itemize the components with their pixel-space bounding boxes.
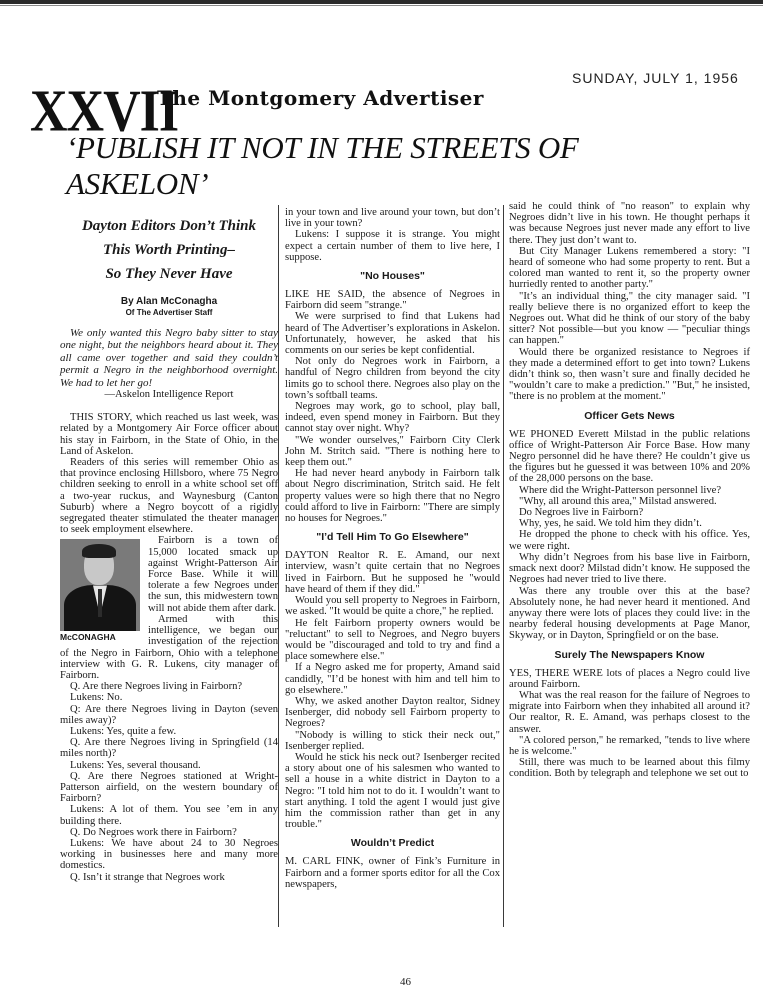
photo-caption: McCONAGHA bbox=[60, 632, 116, 643]
top-rule bbox=[0, 0, 763, 4]
subhead-no-houses: "No Houses" bbox=[360, 270, 425, 283]
paragraph: "A colored person," he remarked, "tends to live where he is welcome." bbox=[509, 734, 750, 757]
dateline: SUNDAY, JULY 1, 1956 bbox=[572, 70, 739, 86]
paragraph: "It’s an individual thing," the city manager said. "I really believe there is no organized effort to keep the Negroes out. What did he think of our story of the baby sitter? Not possible—but you know — "peculiar things can happen." bbox=[509, 290, 750, 347]
section-lead: YES, THERE WERE lots of places a Negro could live around Fairborn. bbox=[509, 667, 750, 690]
paragraph: Q. Are there Negroes living in Fairborn? bbox=[70, 681, 243, 693]
top-rule-thin bbox=[0, 5, 763, 6]
paragraph: said he could think of "no reason" to explain why Negroes didn’t live in his town. He thought perhaps it was because Negroes just never made any effort to live there. They just don’t want to. bbox=[509, 201, 750, 246]
paragraph: "Why, all around this area," Milstad answered. bbox=[519, 495, 717, 507]
paragraph: Negroes may work, go to school, play ball, indeed, even spend money in Fairborn. But they cannot stay over night. Why? bbox=[285, 401, 500, 435]
sidebar-title-line: So They Never Have bbox=[105, 266, 233, 282]
lead-paragraph: THIS STORY, which reached us last week, was related by a Montgomery Air Force officer about his stay in Fairborn, in the State of Ohio, in the Land of Askelon. bbox=[60, 412, 278, 457]
paragraph: What was the real reason for the failure of Negroes to migrate into Fairborn when they inhabited all around it? Our realtor, R. E. Amand, was perhaps closest to the answer. bbox=[509, 689, 750, 735]
paragraph: Lukens: Yes, quite a few. bbox=[70, 725, 177, 737]
section-lead: M. CARL FINK, owner of Fink’s Furniture in Fairborn and a former sports editor for all the Cox newspapers, bbox=[285, 856, 500, 890]
paragraph: Q. Are there Negroes living in Springfield (14 miles north)? bbox=[60, 737, 278, 760]
author-photo bbox=[60, 539, 142, 643]
byline: By Alan McConagha bbox=[120, 296, 218, 307]
paragraph: Lukens: Yes, several thousand. bbox=[70, 759, 201, 771]
paragraph: Q: Are there Negroes living in Dayton (seven miles away)? bbox=[60, 703, 278, 726]
column-2 bbox=[285, 207, 500, 890]
paragraph: Fairborn is a town of 15,000 located smack up against Wright-Patterson Air Force Base. While it will tolerate a few Negroes under the sun, this midwestern town will not abide them after dark. bbox=[148, 535, 278, 614]
section-lead: LIKE HE SAID, the absence of Negroes in Fairborn did seem "strange." bbox=[285, 289, 500, 312]
sidebar-title-line: This Worth Printing– bbox=[103, 242, 235, 258]
subhead-tell-him: "I’d Tell Him To Go Elsewhere" bbox=[316, 531, 469, 544]
paragraph: Readers of this series will remember Ohio as that province enclosing Hillsboro, where 75 Negro children seeking to enroll in a white school set off a two-year ruckus, and Waynesburg (Canton Suburb) where a Negro boycott of a rigidly segregated theater stimulated the theater manager to seek employment elsewhere. bbox=[60, 457, 278, 536]
headline: ‘PUBLISH IT NOT IN THE STREETS OF ASKELON’ bbox=[66, 130, 579, 201]
paragraph: He felt Fairborn property owners would be "reluctant" to sell to Negroes, and Negro buyers would be "discouraged and told to try and find a place somewhere else." bbox=[285, 617, 500, 663]
paragraph: If a Negro asked me for property, Amand said candidly, "I’d be honest with him and tell him to go elsewhere." bbox=[285, 662, 500, 696]
column-3 bbox=[509, 201, 750, 780]
newspaper-masthead: The Montgomery Advertiser bbox=[157, 86, 484, 110]
intro-attribution: —Askelon Intelligence Report bbox=[104, 389, 234, 401]
paragraph: Not only do Negroes work in Fairborn, a handful of Negro children from beyond the city limits go to school there. Negroes also play on the town’s softball teams. bbox=[285, 356, 500, 401]
byline-staff: Of The Advertiser Staff bbox=[125, 308, 213, 317]
subhead-wouldnt-predict: Wouldn’t Predict bbox=[350, 837, 435, 850]
paragraph: Would there be organized resistance to Negroes if they made a determined effort to get into town? Lukens didn’t think so, then wasn’t sure and finally decided he "wouldn’t care to make a prediction." "But," he insisted, "there is no problem at the moment." bbox=[509, 346, 750, 403]
portrait-image bbox=[60, 539, 140, 631]
paragraph: Q. Are there Negroes stationed at Wright-Patterson airfield, on the western boundary of Fairborn? bbox=[60, 770, 278, 805]
paragraph: "Nobody is willing to stick their neck out," Isenberger replied. bbox=[285, 729, 500, 752]
section-lead: DAYTON Realtor R. E. Amand, our next interview, wasn’t quite certain that no Negroes lived in Fairborn. But he supposed he "would have heard of them if they did." bbox=[285, 550, 500, 595]
sidebar-title-line: Dayton Editors Don’t Think bbox=[81, 218, 257, 234]
paragraph: Would you sell property to Negroes in Fairborn, we asked. "It would be quite a chore," he replied. bbox=[285, 595, 500, 618]
paragraph: Lukens: We have about 24 to 30 Negroes working in businesses here and many more domestics. bbox=[60, 837, 278, 872]
paragraph: in your town and live around your town, but don’t live in your town? bbox=[285, 207, 500, 230]
paragraph: Why, yes, he said. We told him they didn’t. bbox=[519, 518, 702, 530]
paragraph: Would he stick his neck out? Isenberger recited a story about one of his salesmen who wanted to sell a house in a white district in Dayton to a Negro: "I told him not to do it. I wouldn’t want to start anything. I told the agent I would just give him the commission rather than get in any trouble." bbox=[285, 751, 500, 831]
paragraph: Lukens: I suppose it is strange. You might expect a certain number of them to live here, I suppose. bbox=[285, 229, 500, 263]
paragraph: Q. Isn’t it strange that Negroes work bbox=[70, 871, 225, 883]
paragraph: Armed with this intelligence, we began our investigation of the rejection of the Negro in Fairborn, Ohio with a telephone interview with G. R. Lukens, city manager of Fairborn. bbox=[60, 613, 278, 681]
paragraph: But City Manager Lukens remembered a story: "I heard of someone who had some property to rent. But a colored man wanted to rent it, so the property owner hurriedly rented to another party." bbox=[509, 245, 750, 291]
intro-quote: We only wanted this Negro baby sitter to stay one night, but the neighbors heard about it. They all came over together and said they couldn’t permit a Negro in the neighborhood overnight. We had to let her go! bbox=[60, 327, 278, 389]
paragraph: Lukens: A lot of them. You see ’em in any building there. bbox=[60, 804, 278, 827]
subhead-surely-newspapers: Surely The Newspapers Know bbox=[554, 648, 705, 661]
column-divider bbox=[503, 205, 504, 927]
paragraph: "We wonder ourselves," Fairborn City Clerk John M. Stritch said. "There is nothing here to keep them out." bbox=[285, 434, 500, 469]
chapter-number: XXVII bbox=[30, 78, 179, 145]
paragraph: Why, we asked another Dayton realtor, Sidney Isenberger, did nobody sell Fairborn property to Negroes? bbox=[285, 695, 500, 730]
paragraph: We were surprised to find that Lukens had heard of The Advertiser’s explorations in Askelon. Unfortunately, however, he asked that his comments on our series be kept confidential. bbox=[285, 311, 500, 357]
paragraph: He dropped the phone to check with his office. Yes, we were right. bbox=[509, 529, 750, 552]
paragraph: Q. Do Negroes work there in Fairborn? bbox=[70, 826, 237, 838]
sidebar-title bbox=[60, 214, 278, 286]
paragraph: Why didn’t Negroes from his base live in Fairborn, smack next door? Milstad didn’t know. He supposed the Negroes had never tried to live there. bbox=[509, 551, 750, 586]
column-divider bbox=[278, 205, 279, 927]
page-number: 46 bbox=[400, 976, 411, 988]
subhead-officer-gets-news: Officer Gets News bbox=[584, 409, 675, 422]
paragraph: Was there any trouble over this at the base? Absolutely none, he had never heard it mentioned. And anyway there were lots of places they could live: in the nearby federal housing developments at Page Manor, Skyway, or in Dayton, Springfield or on the base. bbox=[509, 585, 750, 642]
paragraph: Lukens: No. bbox=[70, 692, 123, 704]
column-1 bbox=[60, 214, 278, 883]
paragraph: Where did the Wright-Patterson personnel live? bbox=[519, 484, 722, 496]
paragraph: He had never heard anybody in Fairborn talk about Negro discrimination, Stritch said. He felt property values were so high there that no Negro could afford to live in Fairborn: "There are simply no houses for Negroes." bbox=[285, 468, 500, 525]
paragraph: Do Negroes live in Fairborn? bbox=[519, 507, 644, 519]
paragraph: Still, there was much to be learned about this filmy condition. Both by telegraph and telephone we set out to bbox=[509, 757, 750, 780]
section-lead: WE PHONED Everett Milstad in the public relations office of Wright-Patterson Air Force Base. How many Negro personnel did he have there? He couldn’t give us the figures but he guessed it was between 10% and 20% of the 28,000 persons on the base. bbox=[509, 428, 750, 485]
